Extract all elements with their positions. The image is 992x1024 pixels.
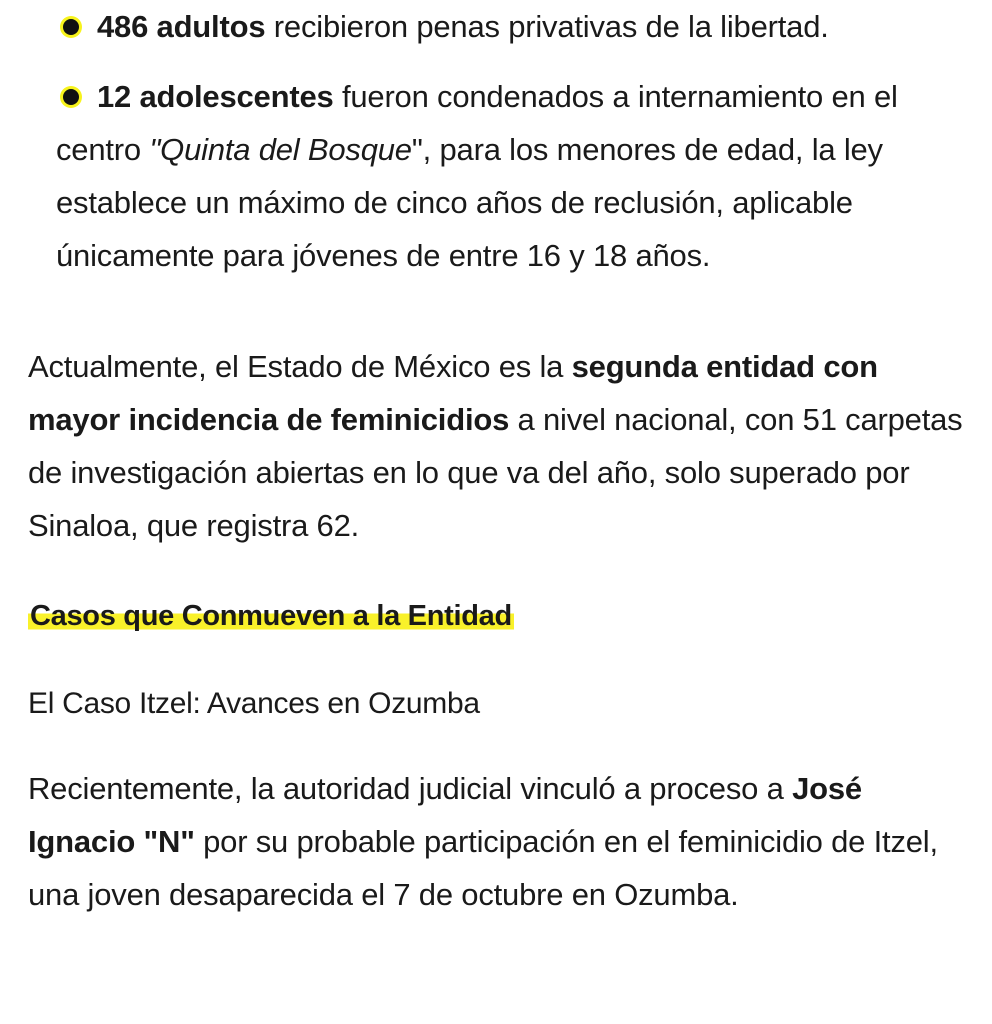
statistics-list (28, 0, 968, 282)
list-item (56, 70, 968, 282)
section-heading-highlight: Casos que Conmueven a la Entidad (30, 600, 512, 632)
bullet-icon (63, 89, 79, 105)
list-item (56, 0, 968, 53)
list-item-text (56, 70, 968, 282)
paragraph-text: Actualmente, el Estado de México es la (28, 349, 572, 384)
adolescents-count: 12 adolescentes (97, 79, 334, 114)
paragraph-text: por su probable participación en el feminicidio de Itzel, una joven desaparecida el 7 de octubre en Ozumba. (28, 824, 938, 912)
paragraph-case (28, 762, 968, 921)
adults-text: recibieron penas privativas de la libertad. (265, 9, 829, 44)
bullet-icon (63, 19, 79, 35)
list-item-text (56, 0, 968, 53)
adolescents-text-b: ", para los menores de edad, la ley establece un máximo de cinco años de reclusión, aplicable únicamente para jóvenes de entre 16 y 18 años. (56, 132, 883, 273)
paragraph-text: Recientemente, la autoridad judicial vinculó a proceso a (28, 771, 793, 806)
adolescents-text-a: fueron condenados a internamiento en el centro (56, 79, 898, 167)
section-heading (28, 590, 968, 643)
case-subheading: El Caso Itzel: Avances en Ozumba (28, 687, 480, 720)
paragraph-incidence (28, 340, 968, 552)
suspect-name: José Ignacio "N" (28, 771, 862, 859)
paragraph-text: a nivel nacional, con 51 carpetas de investigación abiertas en lo que va del año, solo superado por Sinaloa, que registra 62. (28, 402, 963, 543)
paragraph-bold: segunda entidad con mayor incidencia de feminicidios (28, 349, 878, 437)
adults-count: 486 adultos (97, 9, 266, 44)
center-name: "Quinta del Bosque (149, 132, 412, 167)
article-body (28, 0, 968, 921)
